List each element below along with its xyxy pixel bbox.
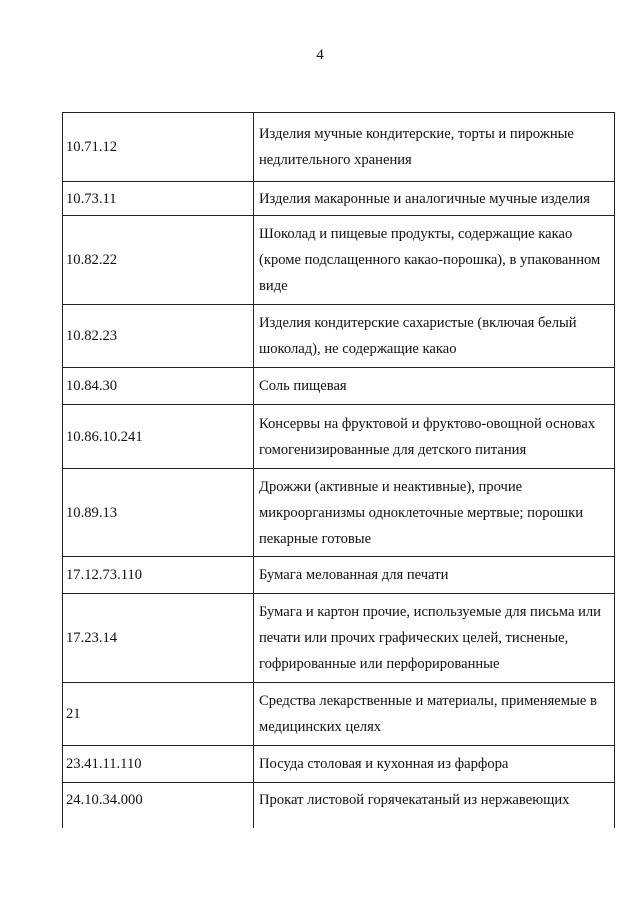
product-codes-table <box>62 112 615 828</box>
row-description: Шоколад и пищевые продукты, содержащие какао (кроме подслащенного какао-порошка), в упакованном виде <box>254 216 615 305</box>
row-description: Консервы на фруктовой и фруктово-овощной основах гомогенизированные для детского питания <box>254 405 615 469</box>
table-row <box>63 368 615 405</box>
row-code: 10.71.12 <box>63 113 254 182</box>
table-row <box>63 557 615 594</box>
row-description: Изделия макаронные и аналогичные мучные изделия <box>254 182 615 216</box>
row-description: Посуда столовая и кухонная из фарфора <box>254 746 615 783</box>
table-row <box>63 469 615 557</box>
row-description: Прокат листовой горячекатаный из нержавеющих <box>254 783 615 828</box>
table-row <box>63 746 615 783</box>
table-row <box>63 783 615 828</box>
row-code: 21 <box>63 683 254 746</box>
row-description: Изделия мучные кондитерские, торты и пирожные недлительного хранения <box>254 113 615 182</box>
row-code: 10.82.23 <box>63 305 254 368</box>
row-description: Изделия кондитерские сахаристые (включая белый шоколад), не содержащие какао <box>254 305 615 368</box>
table-row <box>63 182 615 216</box>
row-code: 17.23.14 <box>63 594 254 683</box>
row-code: 10.89.13 <box>63 469 254 557</box>
row-description: Средства лекарственные и материалы, применяемые в медицинских целях <box>254 683 615 746</box>
row-description: Бумага мелованная для печати <box>254 557 615 594</box>
table-row <box>63 405 615 469</box>
row-description: Бумага и картон прочие, используемые для письма или печати или прочих графических целей, тисненые, гофрированные или перфорированные <box>254 594 615 683</box>
row-code: 17.12.73.110 <box>63 557 254 594</box>
row-description: Соль пищевая <box>254 368 615 405</box>
row-code: 23.41.11.110 <box>63 746 254 783</box>
table-row <box>63 305 615 368</box>
table-row <box>63 683 615 746</box>
row-code: 24.10.34.000 <box>63 783 254 828</box>
row-code: 10.73.11 <box>63 182 254 216</box>
row-code: 10.84.30 <box>63 368 254 405</box>
row-description: Дрожжи (активные и неактивные), прочие микроорганизмы одноклеточные мертвые; порошки пекарные готовые <box>254 469 615 557</box>
row-code: 10.86.10.241 <box>63 405 254 469</box>
table-row <box>63 113 615 182</box>
row-code: 10.82.22 <box>63 216 254 305</box>
table-row <box>63 216 615 305</box>
page-number: 4 <box>316 47 324 63</box>
table-row <box>63 594 615 683</box>
